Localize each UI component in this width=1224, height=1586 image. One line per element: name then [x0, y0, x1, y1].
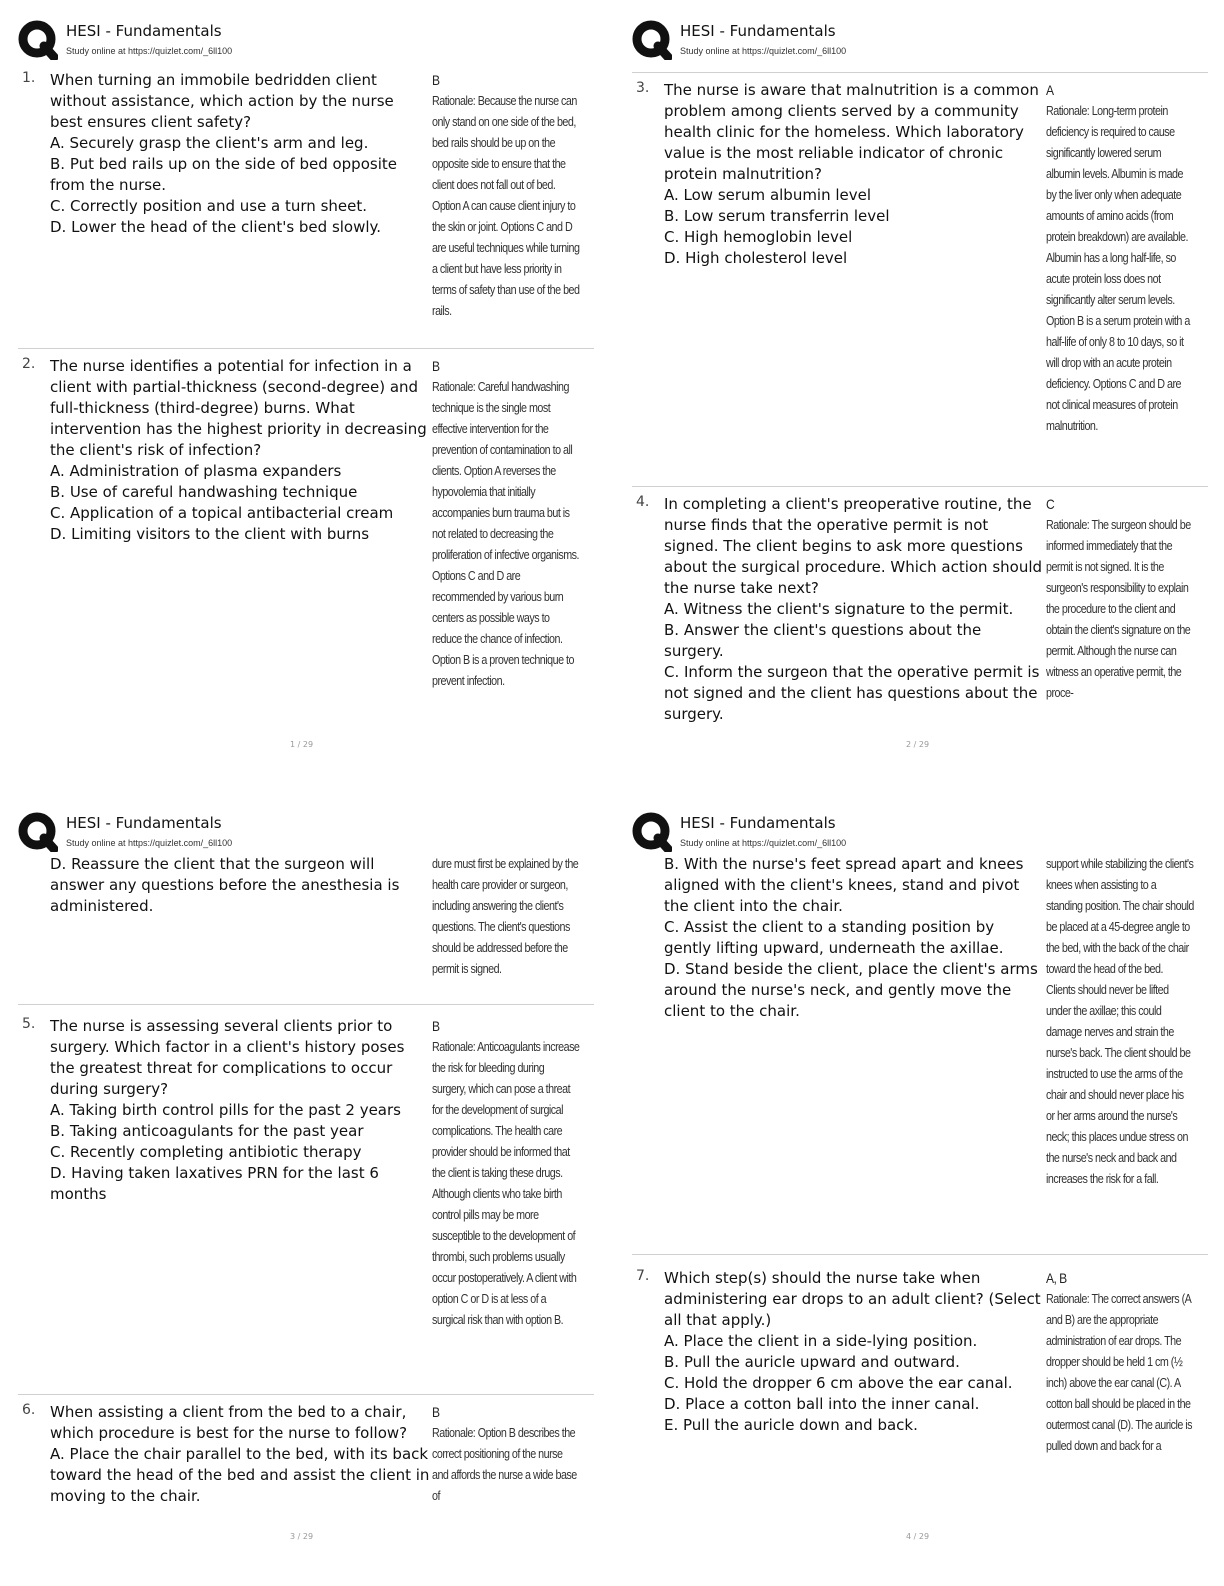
option-text: D. Lower the head of the client's bed slowly.	[50, 218, 382, 236]
answer-key: B	[432, 1404, 440, 1420]
page-number: 2 / 29	[906, 740, 930, 749]
option-text: C. Assist the client to a standing position by gently lifting upward, underneath the axillae.	[664, 918, 1004, 957]
card-number: 6.	[22, 1402, 36, 1418]
option-text: D. Place a cotton ball into the inner canal.	[664, 1395, 980, 1413]
option-text: C. Application of a topical antibacterial cream	[50, 504, 394, 522]
rationale-text: Rationale: Because the nurse can only stand on one side of the bed, bed rails should be up on the opposite side to ensure that the client does not fall out of bed. Option A can cause client injury to the skin or joint. Options C and D are useful techniques while turning a client but have less priority in terms of safety than use of the bed rails.	[432, 94, 580, 318]
option-text: A. Low serum albumin level	[664, 186, 872, 204]
header-title: HESI - Fundamentals	[680, 814, 836, 832]
card-answer-block	[432, 356, 580, 692]
option-text: B. Answer the client's questions about the surgery.	[664, 621, 982, 660]
rationale-text: Rationale: Careful handwashing technique is the single most effective intervention for the prevention of contamination to all clients. Option A reverses the hypovolemia that initially accompanies burn trauma but is not related to decreasing the proliferation of infective organisms. Options C and D are recommended by various burn centers as possible ways to reduce the chance of infection. Option B is a proven technique to prevent infection.	[432, 380, 580, 688]
answer-key: A	[1046, 82, 1054, 98]
page-header	[14, 14, 594, 64]
page-number: 4 / 29	[906, 1532, 930, 1541]
option-text: A. Securely grasp the client's arm and leg.	[50, 134, 369, 152]
option-text: B. With the nurse's feet spread apart and knees aligned with the client's knees, stand and pivot the client into the chair.	[664, 855, 1024, 915]
header-subtitle: Study online at https://quizlet.com/_6ll100	[66, 46, 233, 56]
card-question-block	[50, 356, 430, 545]
card-number: 4.	[636, 494, 650, 510]
option-text: C. Hold the dropper 6 cm above the ear canal.	[664, 1374, 1013, 1392]
page-header	[14, 806, 594, 856]
rationale-text: Rationale: Anticoagulants increase the risk for bleeding during surgery, which can pose a threat for the development of surgical complications. The health care provider should be informed that the client is taking these drugs. Although clients who take birth control pills may be more susceptible to the development of thrombi, such problems usually occur postoperatively. A client with option C or D is at less of a surgical risk than with option B.	[432, 1040, 580, 1327]
option-text: D. Reassure the client that the surgeon will answer any questions before the anesthesia is administered.	[50, 855, 400, 915]
answer-key: B	[432, 72, 440, 88]
page-header	[628, 806, 1208, 856]
option-text: C. High hemoglobin level	[664, 228, 853, 246]
option-text: B. Taking anticoagulants for the past year	[50, 1122, 364, 1140]
option-text: D. High cholesterol level	[664, 249, 848, 267]
card-divider	[18, 1394, 594, 1395]
card-number: 7.	[636, 1268, 650, 1284]
card-question-block	[664, 1268, 1044, 1436]
page-number: 1 / 29	[290, 740, 314, 749]
option-text: D. Having taken laxatives PRN for the last 6 months	[50, 1164, 379, 1203]
card-number: 1.	[22, 70, 36, 86]
option-text: D. Stand beside the client, place the client's arms around the nurse's neck, and gently move the client to the chair.	[664, 960, 1038, 1020]
card-question-block	[50, 854, 430, 917]
rationale-text: Rationale: Long-term protein deficiency is required to cause significantly lowered serum albumin levels. Albumin is made by the liver only when adequate amounts of amino acids (from protein breakdown) are available. Albumin has a long half-life, so acute protein loss does not significantly alter serum levels. Option B is a serum protein with a half-life of only 8 to 10 days, so it will drop with an acute protein deficiency. Options C and D are not clinical measures of protein malnutrition.	[1046, 104, 1190, 433]
option-text: E. Pull the auricle down and back.	[664, 1416, 918, 1434]
card-answer-block	[432, 854, 580, 980]
page-number: 3 / 29	[290, 1532, 314, 1541]
answer-key: B	[432, 358, 440, 374]
option-text: A. Taking birth control pills for the past 2 years	[50, 1101, 401, 1119]
page-2	[628, 14, 1218, 794]
page-header	[628, 14, 1208, 64]
option-text: A. Witness the client's signature to the permit.	[664, 600, 1014, 618]
question-text: The nurse is aware that malnutrition is a common problem among clients served by a community health clinic for the homeless. Which laboratory value is the most reliable indicator of chronic protein malnutrition?	[664, 81, 1039, 183]
card-question-block	[664, 854, 1044, 1022]
question-text: The nurse is assessing several clients prior to surgery. Which factor in a client's history poses the greatest threat for complications to occur during surgery?	[50, 1017, 405, 1098]
card-answer-block	[432, 70, 580, 322]
card-answer-block	[432, 1402, 580, 1507]
card-divider	[632, 72, 1208, 73]
question-text: In completing a client's preoperative routine, the nurse finds that the operative permit is not signed. The client begins to ask more questions about the surgical procedure. Which action should the nurse take next?	[664, 495, 1043, 597]
card-question-block	[50, 1016, 430, 1205]
card-number: 5.	[22, 1016, 36, 1032]
card-question-block	[664, 494, 1044, 725]
option-text: A. Place the client in a side-lying position.	[664, 1332, 978, 1350]
quizlet-logo-icon	[632, 20, 672, 60]
rationale-text: Rationale: The correct answers (A and B) are the appropriate administration of ear drops. The dropper should be held 1 cm (½ inch) above the ear canal (C). A cotton ball should be placed in the outermost canal (D). The auricle is pulled down and back for a	[1046, 1292, 1193, 1453]
question-text: Which step(s) should the nurse take when administering ear drops to an adult client? (Select all that apply.)	[664, 1269, 1041, 1329]
answer-key: B	[432, 1018, 440, 1034]
header-subtitle: Study online at https://quizlet.com/_6ll100	[680, 46, 847, 56]
option-text: C. Inform the surgeon that the operative permit is not signed and the client has questions about the surgery.	[664, 663, 1040, 723]
card-number: 2.	[22, 356, 36, 372]
quizlet-logo-icon	[18, 20, 58, 60]
card-answer-block	[1046, 1268, 1194, 1457]
quizlet-logo-icon	[18, 812, 58, 852]
card-answer-block	[1046, 854, 1194, 1190]
header-title: HESI - Fundamentals	[680, 22, 836, 40]
card-question-block	[50, 1402, 430, 1507]
option-text: B. Low serum transferrin level	[664, 207, 890, 225]
rationale-text: dure must first be explained by the health care provider or surgeon, including answering the client's questions. The client's questions should be addressed before the permit is signed.	[432, 857, 579, 976]
card-divider	[632, 486, 1208, 487]
answer-key: C	[1046, 496, 1055, 512]
header-title: HESI - Fundamentals	[66, 814, 222, 832]
option-text: A. Administration of plasma expanders	[50, 462, 342, 480]
option-text: C. Recently completing antibiotic therapy	[50, 1143, 362, 1161]
rationale-text: support while stabilizing the client's knees when assisting to a standing position. The chair should be placed at a 45-degree angle to the bed, with the back of the chair toward the head of the bed. Clients should never be lifted under the axillae; this could damage nerves and strain the nurse's back. The client should be instructed to use the arms of the chair and should never place his or her arms around the nurse's neck; this places undue stress on the nurse's neck and back and increases the risk for a fall.	[1046, 857, 1194, 1186]
card-answer-block	[1046, 80, 1194, 437]
option-text: A. Place the chair parallel to the bed, with its back toward the head of the bed and assist the client in moving to the chair.	[50, 1445, 430, 1505]
option-text: C. Correctly position and use a turn sheet.	[50, 197, 368, 215]
card-number: 3.	[636, 80, 650, 96]
question-text: The nurse identifies a potential for infection in a client with partial-thickness (second-degree) and full-thickness (third-degree) burns. What intervention has the highest priority in decreasing the client's risk of infection?	[50, 357, 427, 459]
answer-key: A, B	[1046, 1270, 1067, 1286]
question-text: When turning an immobile bedridden client without assistance, which action by the nurse best ensures client safety?	[50, 71, 394, 131]
option-text: B. Use of careful handwashing technique	[50, 483, 358, 501]
card-divider	[18, 1004, 594, 1005]
quizlet-logo-icon	[632, 812, 672, 852]
card-answer-block	[432, 1016, 580, 1331]
rationale-text: Rationale: Option B describes the correct positioning of the nurse and affords the nurse a wide base of	[432, 1426, 577, 1503]
card-divider	[18, 348, 594, 349]
card-divider	[632, 1254, 1208, 1255]
card-answer-block	[1046, 494, 1194, 704]
option-text: B. Pull the auricle upward and outward.	[664, 1353, 960, 1371]
option-text: D. Limiting visitors to the client with burns	[50, 525, 370, 543]
header-title: HESI - Fundamentals	[66, 22, 222, 40]
option-text: B. Put bed rails up on the side of bed opposite from the nurse.	[50, 155, 397, 194]
rationale-text: Rationale: The surgeon should be informed immediately that the permit is not signed. It is the surgeon's responsibility to explain the procedure to the client and obtain the client's signature on the permit. Although the nurse can witness an operative permit, the proce-	[1046, 518, 1191, 700]
page-1	[14, 14, 604, 794]
page-4	[628, 806, 1218, 1586]
page-3	[14, 806, 604, 1586]
header-subtitle: Study online at https://quizlet.com/_6ll100	[680, 838, 847, 848]
question-text: When assisting a client from the bed to a chair, which procedure is best for the nurse to follow?	[50, 1403, 408, 1442]
card-question-block	[50, 70, 430, 238]
card-question-block	[664, 80, 1044, 269]
header-subtitle: Study online at https://quizlet.com/_6ll100	[66, 838, 233, 848]
